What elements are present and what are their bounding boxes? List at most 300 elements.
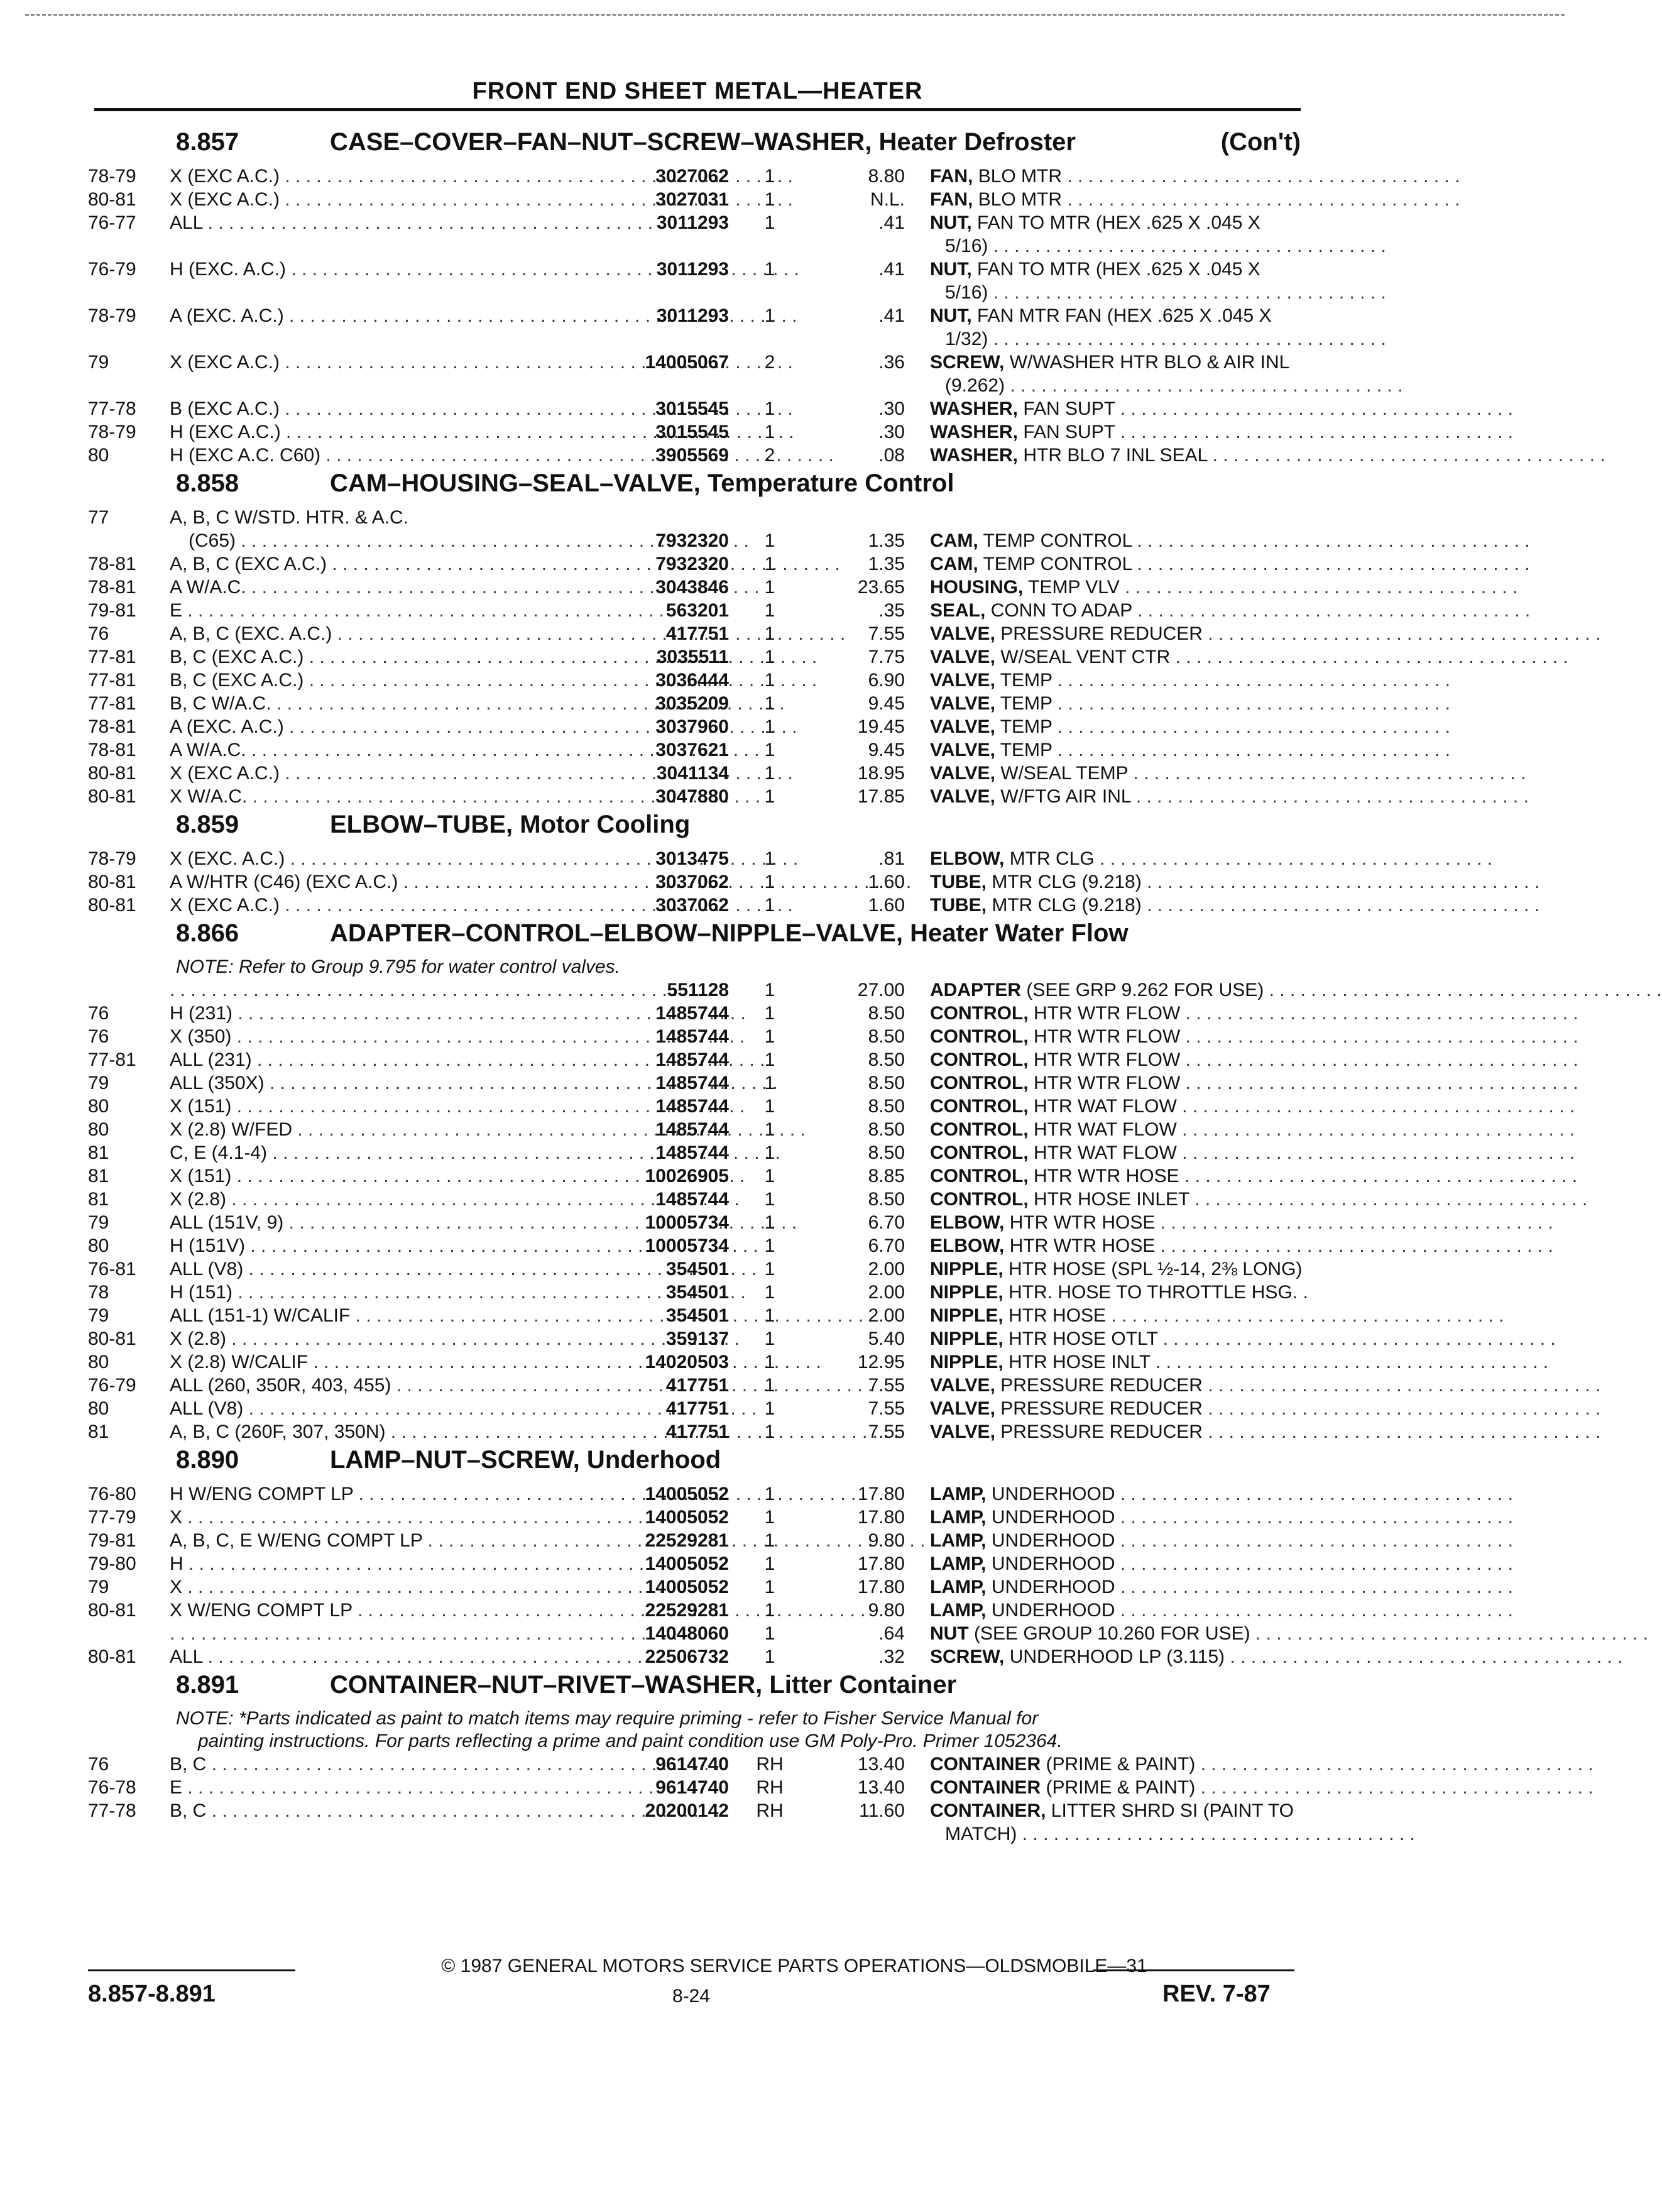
- part-name: CONTROL,: [930, 1189, 1029, 1210]
- quantity: 1: [764, 1600, 775, 1621]
- part-number: 3015545: [655, 422, 729, 442]
- leader-dots: . . . . . . . . . . . . . . . . . . . . . . . . . . . . . . . . . . . . . .: [1170, 647, 1568, 667]
- price: 9.45: [868, 740, 905, 760]
- part-row: [88, 1529, 1513, 1552]
- application: X (EXC A.C.) . . .: [170, 165, 597, 188]
- price: 2.00: [868, 1305, 905, 1326]
- leader-dots: . . . . . . . . . . . . . . . . . . . . . . . . . . . . . . . . . . . . . .: [1202, 1421, 1601, 1442]
- quantity: 1: [764, 1328, 775, 1349]
- price: 8.50: [868, 1142, 905, 1163]
- quantity: 1: [764, 1375, 775, 1396]
- description: [930, 599, 1531, 622]
- price: .41: [878, 259, 905, 280]
- part-row: [88, 894, 1540, 917]
- leader-dots: . . . . . . . . . . . . . . . . . . . . . . . . . . . . . . . . . . . . . .: [1106, 1305, 1504, 1326]
- application: A, B, C, E W/ENG COMPT LP . . .: [170, 1529, 597, 1552]
- price: 12.95: [857, 1352, 905, 1372]
- description: [930, 1397, 1601, 1420]
- application: ALL (V8) . . .: [170, 1397, 597, 1420]
- section-note: painting instructions. For parts reflecting a prime and paint condition use GM Poly-Pro. Primer 1052364.: [198, 1731, 1063, 1751]
- quantity: 1: [764, 647, 775, 667]
- part-name: CONTROL,: [930, 1142, 1029, 1163]
- model-year: 81: [88, 1166, 109, 1186]
- part-detail: W/SEAL TEMP: [1000, 763, 1129, 784]
- leader-dots: . . . . . . . . . . . . . . . . . . . . . . . . . . . . . . . . . . . . . .: [1052, 740, 1450, 760]
- leader-dots: . . . . . . . . . . . . . . . . . . . . . . . . . . . . . . . . . . . . . .: [1062, 189, 1460, 210]
- quantity: 1: [764, 1507, 775, 1528]
- price: .30: [878, 398, 905, 419]
- description: [930, 1506, 1513, 1529]
- leader-dots: . . . . . . . . . . . . . . . . . . . . . . . . . . . . . . . . . . . . . .: [1176, 1142, 1575, 1163]
- part-name: SCREW,: [930, 1646, 1005, 1667]
- leader-dots: . . . . . . . . . . . . . . . . . . . . . . . . . . . . . . . . . . . . . .: [1130, 786, 1529, 807]
- model-year: 80: [88, 1235, 109, 1256]
- model-year: 78-81: [88, 554, 136, 574]
- part-number: 14020503: [645, 1352, 729, 1372]
- application: [170, 978, 597, 1002]
- application: ALL (151-1) W/CALIF . . .: [170, 1304, 597, 1327]
- part-name: LAMP,: [930, 1484, 987, 1504]
- part-name: NIPPLE,: [930, 1328, 1003, 1349]
- description-continued: [930, 327, 1410, 351]
- part-detail: HTR. HOSE TO THROTTLE HSG. .: [1009, 1282, 1308, 1303]
- part-row: [88, 1141, 1575, 1164]
- description: [930, 188, 1460, 211]
- title-rule: [94, 108, 1301, 111]
- price: 7.55: [868, 1375, 905, 1396]
- price: 8.80: [868, 166, 905, 187]
- quantity: 1: [764, 577, 775, 598]
- description: [930, 1002, 1578, 1025]
- part-number: 417751: [665, 1375, 729, 1396]
- part-row: [88, 529, 1530, 552]
- part-number: 3037062: [655, 895, 729, 916]
- description: [930, 1071, 1578, 1095]
- description: [930, 1622, 1649, 1645]
- description: [930, 304, 1395, 327]
- part-row: [88, 1374, 1601, 1397]
- application: ALL (231) . . .: [170, 1048, 597, 1071]
- price: 8.50: [868, 1096, 905, 1117]
- quantity: 1: [764, 1282, 775, 1303]
- description: [930, 1164, 1578, 1188]
- leader-dots: . . . . . . . . . . . . . . . . . . . . . . . . . . . . . . . . . . . . . .: [1115, 1530, 1513, 1551]
- leader-dots: . . . . . . . . . . . . . . . . . . . . . . . . . . . . . . . . . . . . . .: [1132, 530, 1530, 551]
- part-row: [88, 715, 1450, 738]
- application: X (350) . . .: [170, 1025, 597, 1048]
- price: 18.95: [857, 763, 905, 784]
- part-row: [88, 351, 1307, 374]
- price: .35: [878, 600, 905, 621]
- description: [930, 978, 1662, 1002]
- application: A W/HTR (C46) (EXC A.C.) . . .: [170, 870, 597, 894]
- part-number: 10005734: [645, 1235, 729, 1256]
- description: [930, 1350, 1549, 1374]
- part-number: 3037621: [655, 740, 729, 760]
- model-year: 78-81: [88, 740, 136, 760]
- part-detail-continued: 5/16): [945, 282, 988, 303]
- part-number: 3905569: [655, 445, 729, 466]
- quantity: RH: [756, 1754, 784, 1775]
- description: [930, 397, 1513, 420]
- part-detail: HTR WTR HOSE: [1009, 1212, 1156, 1233]
- section-header: [88, 467, 1307, 506]
- part-number: 3035511: [656, 647, 729, 667]
- part-row: [88, 1599, 1513, 1622]
- part-number: 3011293: [656, 212, 729, 233]
- description: [930, 1327, 1556, 1350]
- price: 1.60: [868, 872, 905, 892]
- quantity: 1: [764, 1166, 775, 1186]
- part-detail: HTR WTR FLOW: [1034, 1073, 1181, 1093]
- application: B, C (EXC A.C.) . . .: [170, 669, 597, 692]
- quantity: 1: [764, 1142, 775, 1163]
- leader-dots: . . . . . . . . . . . . . . . . . . . . . . . . . . . . . . . . . . . . . .: [1150, 1352, 1549, 1372]
- description-continued: [930, 1822, 1415, 1846]
- description: [930, 351, 1395, 374]
- quantity: 1: [764, 398, 775, 419]
- part-detail: TEMP CONTROL: [983, 554, 1132, 574]
- model-year: 76-80: [88, 1484, 136, 1504]
- application: E . . .: [170, 599, 597, 622]
- part-name: CAM,: [930, 554, 978, 574]
- part-number: 14005052: [645, 1577, 729, 1597]
- application: ALL (V8) . . .: [170, 1257, 597, 1281]
- part-number: 14048060: [645, 1623, 729, 1644]
- part-detail: MTR CLG: [1009, 848, 1095, 869]
- price: 7.55: [868, 1398, 905, 1419]
- quantity: 1: [764, 716, 775, 737]
- part-name: SEAL,: [930, 600, 986, 621]
- part-detail: UNDERHOOD: [991, 1577, 1115, 1597]
- price: .08: [878, 445, 905, 466]
- application: ALL (151V, 9) . . .: [170, 1211, 597, 1234]
- model-year: 80-81: [88, 763, 136, 784]
- leader-dots: . . . . . . . . . . . . . . . . . . . . . . . . . . . . . . . . . . . . . .: [1132, 600, 1531, 621]
- part-row: [88, 1397, 1601, 1420]
- parts-list: [88, 126, 1662, 1846]
- application: X (151) . . .: [170, 1095, 597, 1118]
- quantity: 1: [764, 1398, 775, 1419]
- description: [930, 1374, 1601, 1397]
- quantity: 1: [764, 980, 775, 1000]
- price: 6.70: [868, 1212, 905, 1233]
- part-number: 7932320: [655, 554, 729, 574]
- price: 17.80: [857, 1577, 905, 1597]
- price: 5.40: [868, 1328, 905, 1349]
- quantity: 1: [764, 1073, 775, 1093]
- part-row: [88, 165, 1460, 188]
- price: 8.85: [868, 1166, 905, 1186]
- part-number: 22529281: [645, 1600, 729, 1621]
- part-row: [88, 1257, 1307, 1281]
- price: 7.55: [868, 623, 905, 644]
- part-number: 9614740: [655, 1754, 729, 1775]
- part-detail: PRESSURE REDUCER: [1000, 1421, 1203, 1442]
- part-name: NUT: [930, 1623, 969, 1644]
- application: X (EXC A.C.) . . .: [170, 762, 597, 785]
- part-name: CONTROL,: [930, 1073, 1029, 1093]
- quantity: 1: [764, 740, 775, 760]
- part-name: VALVE,: [930, 716, 995, 737]
- part-detail: HTR HOSE OTLT: [1009, 1328, 1158, 1349]
- part-detail: TEMP VLV: [1028, 577, 1120, 598]
- part-name: WASHER,: [930, 398, 1019, 419]
- section-number: 8.858: [176, 469, 239, 497]
- description: [930, 1188, 1588, 1211]
- price: 9.80: [868, 1530, 905, 1551]
- part-detail: W/WASHER HTR BLO & AIR INL: [1009, 352, 1290, 373]
- section-title: CASE–COVER–FAN–NUT–SCREW–WASHER, Heater Defroster: [330, 128, 1076, 156]
- model-year: 78-79: [88, 305, 136, 326]
- application: H (EXC. A.C.) . . .: [170, 258, 597, 281]
- part-detail: PRESSURE REDUCER: [1000, 1375, 1203, 1396]
- part-number: 359137: [665, 1328, 729, 1349]
- part-row: [88, 622, 1601, 645]
- model-year: 76-78: [88, 1777, 136, 1798]
- leader-dots: . . . . . . . . . . . . . . . . . . . . . . . . . . . . . . . . . . . . . .: [1115, 398, 1513, 419]
- page-title: FRONT END SHEET METAL—HEATER: [472, 78, 923, 104]
- application: E . . .: [170, 1776, 597, 1799]
- price: 7.55: [868, 1421, 905, 1442]
- part-row: [88, 1420, 1601, 1443]
- description: [930, 1599, 1513, 1622]
- part-name: VALVE,: [930, 786, 995, 807]
- footer-revision: REV. 7-87: [1162, 1981, 1271, 2007]
- model-year: 76-81: [88, 1259, 136, 1279]
- quantity: 1: [764, 1305, 775, 1326]
- part-row: [88, 645, 1568, 669]
- part-name: TUBE,: [930, 895, 987, 916]
- part-row: [88, 1799, 1307, 1822]
- part-detail: UNDERHOOD: [991, 1484, 1115, 1504]
- model-year: 76: [88, 1754, 109, 1775]
- part-row: [88, 1025, 1578, 1048]
- part-number: 22529281: [645, 1530, 729, 1551]
- footer-page-number: 8-24: [672, 1986, 711, 2007]
- application: ALL (260, 350R, 403, 455) . . .: [170, 1374, 597, 1397]
- part-detail: FAN SUPT: [1023, 422, 1115, 442]
- description: [930, 1257, 1395, 1281]
- price: .41: [878, 212, 905, 233]
- part-row: [88, 1753, 1594, 1776]
- description: [930, 444, 1605, 467]
- part-row: [88, 552, 1530, 576]
- price: .64: [878, 1623, 905, 1644]
- leader-dots: . . . . . . . . . . . . . . . . . . . . . . . . . . . . . . . . . . . . . .: [1202, 1398, 1601, 1419]
- quantity: 1: [764, 554, 775, 574]
- model-year: 80-81: [88, 1328, 136, 1349]
- application: A (EXC. A.C.) . . .: [170, 715, 597, 738]
- price: 13.40: [857, 1777, 905, 1798]
- part-number: 7932320: [655, 530, 729, 551]
- part-row: [88, 304, 1307, 327]
- application: X (2.8) W/CALIF . . .: [170, 1350, 597, 1374]
- quantity: 1: [764, 1235, 775, 1256]
- part-number: 10005734: [645, 1212, 729, 1233]
- part-name: CAM,: [930, 530, 978, 551]
- part-detail: UNDERHOOD: [991, 1507, 1115, 1528]
- section-title: ADAPTER–CONTROL–ELBOW–NIPPLE–VALVE, Heater Water Flow: [330, 919, 1129, 947]
- leader-dots: . . . . . . . . . . . . . . . . . . . . . . . . . . . . . . . . . . . . . .: [1155, 1212, 1553, 1233]
- part-number: 3027062: [655, 166, 729, 187]
- leader-dots: . . . . . . . . . . . . . . . . . . . . . . . . . . . . . . . . . . . . . .: [1157, 1328, 1556, 1349]
- price: 8.50: [868, 1189, 905, 1210]
- part-name: WASHER,: [930, 445, 1019, 466]
- quantity: 1: [764, 763, 775, 784]
- leader-dots: . . . . . . . . . . . . . . . . . . . . . . . . . . . . . . . . . . . . . .: [988, 329, 1386, 349]
- description: [930, 165, 1460, 188]
- description: [930, 738, 1450, 762]
- part-name: CONTROL,: [930, 1119, 1029, 1140]
- application: ALL . . .: [170, 1645, 597, 1668]
- part-name: FAN,: [930, 166, 973, 187]
- part-row: [88, 847, 1493, 870]
- quantity: 2: [764, 352, 775, 373]
- section-note: NOTE: Refer to Group 9.795 for water control valves.: [176, 956, 620, 977]
- part-name: VALVE,: [930, 693, 995, 714]
- price: .36: [878, 352, 905, 373]
- section-header: [88, 917, 1307, 956]
- model-year: 80: [88, 1096, 109, 1117]
- model-year: 78-79: [88, 422, 136, 442]
- application: H (151) . . .: [170, 1281, 597, 1304]
- price: .81: [878, 848, 905, 869]
- part-detail: TEMP: [1000, 740, 1052, 760]
- part-detail: TEMP: [1000, 693, 1052, 714]
- part-detail: TEMP: [1000, 716, 1052, 737]
- part-detail-continued: (9.262): [945, 375, 1005, 396]
- description: [930, 1281, 1395, 1304]
- part-number: 3011293: [656, 305, 729, 326]
- part-row: [88, 1350, 1549, 1374]
- part-detail: (SEE GRP 9.262 FOR USE): [1026, 980, 1264, 1000]
- part-number: 3037960: [655, 716, 729, 737]
- part-name: FAN,: [930, 189, 973, 210]
- part-number: 1485744: [655, 1026, 729, 1047]
- part-name: CONTROL,: [930, 1049, 1029, 1070]
- description: [930, 1776, 1594, 1799]
- application: B, C W/A.C. . . .: [170, 692, 597, 715]
- application: X (EXC. A.C.) . . .: [170, 847, 597, 870]
- part-row: [88, 1552, 1513, 1575]
- application: X . . .: [170, 1575, 597, 1599]
- section-title: CAM–HOUSING–SEAL–VALVE, Temperature Control: [330, 469, 954, 497]
- part-name: TUBE,: [930, 872, 987, 892]
- part-name: ELBOW,: [930, 848, 1005, 869]
- description: [930, 1552, 1513, 1575]
- leader-dots: . . . . . . . . . . . . . . . . . . . . . . . . . . . . . . . . . . . . . .: [988, 236, 1386, 256]
- price: .41: [878, 305, 905, 326]
- section-number: 8.857: [176, 128, 239, 156]
- part-detail: UNDERHOOD: [991, 1600, 1115, 1621]
- model-year: 77-81: [88, 670, 136, 691]
- price: 6.70: [868, 1235, 905, 1256]
- leader-dots: . . . . . . . . . . . . . . . . . . . . . . . . . . . . . . . . . . . . . .: [1005, 375, 1403, 396]
- model-year: 80: [88, 445, 109, 466]
- part-name: NIPPLE,: [930, 1259, 1003, 1279]
- leader-dots: . . . . . . . . . . . . . . . . . . . . . . . . . . . . . . . . . . . . . .: [1195, 1754, 1594, 1775]
- leader-dots: . . . . . . . . . . . . . . . . . . . . . . . . . . . . . . . . . . . . . .: [1094, 848, 1493, 869]
- quantity: 1: [764, 1189, 775, 1210]
- application: H (231) . . .: [170, 1002, 597, 1025]
- part-row: [88, 1327, 1556, 1350]
- description: [930, 1095, 1575, 1118]
- model-year: 79: [88, 352, 109, 373]
- quantity: 1: [764, 1096, 775, 1117]
- price: 19.45: [857, 716, 905, 737]
- part-number: 417751: [665, 1421, 729, 1442]
- application: X . . .: [170, 1506, 597, 1529]
- model-year: 80-81: [88, 786, 136, 807]
- part-detail: HTR WAT FLOW: [1034, 1119, 1177, 1140]
- leader-dots: . . . . . . . . . . . . . . . . . . . . . . . . . . . . . . . . . . . . . .: [1202, 623, 1601, 644]
- part-detail: HTR WTR FLOW: [1034, 1049, 1181, 1070]
- quantity: RH: [756, 1777, 784, 1798]
- part-detail: BLO MTR: [978, 189, 1063, 210]
- leader-dots: . . . . . . . . . . . . . . . . . . . . . . . . . . . . . . . . . . . . . .: [1180, 1073, 1578, 1093]
- leader-dots: . . . . . . . . . . . . . . . . . . . . . . . . . . . . . . . . . . . . . .: [1141, 872, 1540, 892]
- application: B (EXC A.C.) . . .: [170, 397, 597, 420]
- application: A W/A.C. . . .: [170, 576, 597, 599]
- part-row: [88, 1048, 1578, 1071]
- leader-dots: . . . . . . . . . . . . . . . . . . . . . . . . . . . . . . . . . . . . . .: [1180, 1003, 1578, 1024]
- description: [930, 894, 1540, 917]
- part-number: 1485744: [655, 1096, 729, 1117]
- part-number: 1485744: [655, 1119, 729, 1140]
- part-name: VALVE,: [930, 670, 995, 691]
- leader-dots: . . . . . . . . . . . . . . . . . . . . . . . . . . . . . . . . . . . . . .: [1115, 1484, 1513, 1504]
- quantity: 1: [764, 1421, 775, 1442]
- leader-dots: . . . . . . . . . . . . . . . . . . . . . . . . . . . . . . . . . . . . . .: [1115, 1577, 1513, 1597]
- part-number: 3037062: [655, 872, 729, 892]
- part-detail: HTR HOSE (SPL ½-14, 2⅜ LONG): [1009, 1259, 1303, 1279]
- part-detail: HTR WAT FLOW: [1034, 1096, 1177, 1117]
- quantity: 1: [764, 1259, 775, 1279]
- leader-dots: . . . . . . . . . . . . . . . . . . . . . . . . . . . . . . . . . . . . . .: [1115, 1600, 1513, 1621]
- price: 23.65: [857, 577, 905, 598]
- part-row: [88, 1095, 1575, 1118]
- part-number: 3027031: [655, 189, 729, 210]
- application: H (151V) . . .: [170, 1234, 597, 1257]
- description: [930, 692, 1450, 715]
- application: X (EXC A.C.) . . .: [170, 188, 597, 211]
- section-number: 8.891: [176, 1671, 239, 1699]
- part-row: [88, 1071, 1578, 1095]
- leader-dots: . . . . . . . . . . . . . . . . . . . . . . . . . . . . . . . . . . . . . .: [1128, 763, 1526, 784]
- part-row: [88, 1002, 1578, 1025]
- part-detail: MTR CLG (9.218): [992, 872, 1142, 892]
- part-row: [88, 1211, 1553, 1234]
- part-number: 3013475: [655, 848, 729, 869]
- leader-dots: . . . . . . . . . . . . . . . . . . . . . . . . . . . . . . . . . . . . . .: [1017, 1824, 1415, 1844]
- part-number: 3043846: [655, 577, 729, 598]
- part-number: 354501: [665, 1282, 729, 1303]
- application: C, E (4.1-4) . . .: [170, 1141, 597, 1164]
- part-detail: HTR WTR FLOW: [1034, 1026, 1181, 1047]
- application: H (EXC A.C. C60) . . .: [170, 444, 597, 467]
- section-note: NOTE: *Parts indicated as paint to match items may require priming - refer to Fisher Service Manual for: [176, 1708, 1039, 1729]
- description: [930, 420, 1513, 444]
- part-name: VALVE,: [930, 740, 995, 760]
- part-row: [88, 576, 1518, 599]
- part-name: VALVE,: [930, 1398, 995, 1419]
- part-detail: HTR HOSE: [1009, 1305, 1107, 1326]
- part-row: [88, 1118, 1575, 1141]
- description: [930, 847, 1493, 870]
- application: ALL . . .: [170, 211, 597, 234]
- part-detail: (SEE GROUP 10.260 FOR USE): [974, 1623, 1250, 1644]
